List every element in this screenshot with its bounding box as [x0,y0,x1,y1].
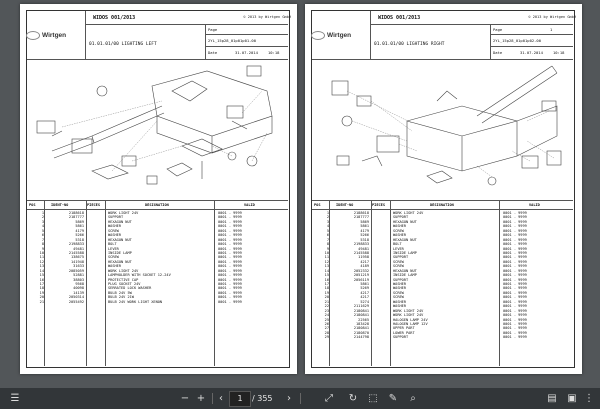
row-valid: 0001 - 9999 [503,228,527,233]
row-pos: 22 [324,304,329,309]
row-designation: SCREW [393,295,404,300]
row-pos: 17 [324,282,329,286]
row-valid: 0001 - 9999 [218,290,242,295]
row-ident: 5266 [360,233,369,238]
row-designation: SCREW [108,228,119,233]
ref-value: 2YL_15p28_01p01p02-00 [493,38,542,43]
row-designation: LEVER [393,246,404,251]
wirtgen-logo [26,31,66,40]
tool-icon-1[interactable]: ⬚ [368,393,378,404]
row-designation: SUPPORT [393,255,409,260]
row-designation: HALOGEN LAMP 24V [393,317,428,322]
row-valid: 0001 - 9999 [218,246,242,251]
page-label: Page [493,27,503,32]
row-valid: 0001 - 9999 [503,335,527,340]
col-pieces: PIECES [372,203,385,207]
row-designation: WORK LIGHT 24V [393,308,424,313]
row-designation: HEXAGON NUT [108,219,132,224]
row-pos: 25 [324,317,329,322]
row-valid: 0001 - 9999 [503,317,527,322]
row-ident: 2085059 [68,268,84,273]
doc-title: WIDOS 001/2013 [378,15,421,21]
row-designation: HEXAGON NUT [393,268,417,273]
row-pos: 2 [326,215,329,220]
row-designation: WORK LIGHT 24V [108,211,139,215]
row-ident: 5269 [360,286,369,291]
date-label: Date [208,50,218,55]
row-pos: 11 [324,255,329,260]
row-valid: 0001 - 9999 [218,295,242,300]
tool-icon-5[interactable]: ▣ [567,393,577,404]
row-pos: 17 [39,282,44,286]
row-ident: 2187777 [353,215,369,220]
exploded-view-diagram-left [32,61,285,196]
row-ident: 2188618 [68,211,84,215]
row-valid: 0001 - 9999 [218,237,242,242]
row-designation: HEXAGON NUT [108,237,132,242]
row-designation: WASHER [393,282,406,286]
row-pos: 7 [326,237,329,242]
row-pos: 20 [324,295,329,300]
row-pos: 24 [324,313,329,318]
row-ident: 52881 [73,273,84,278]
row-pos: 15 [324,273,329,278]
pdf-toolbar [0,388,600,409]
table-row [305,335,582,339]
tool-icon-2[interactable]: ✎ [388,393,398,404]
row-valid: 0001 - 9999 [503,255,527,260]
row-pos: 5 [326,228,329,233]
row-valid: 0001 - 9999 [218,282,242,286]
pdf-page-left [20,4,297,374]
row-designation: LEVER [108,246,119,251]
row-designation: HEXAGON NUT [393,237,417,242]
row-pos: 10 [39,250,44,255]
row-ident: 2198833 [353,242,369,247]
page-label: Page [208,27,218,32]
logo-text: Wirtgen [327,32,352,40]
row-ident: 31633 [73,264,84,269]
date-label: Date [493,50,503,55]
row-ident: 2145588 [353,250,369,255]
row-pos: 8 [41,242,44,247]
parts-table-right [305,211,582,340]
rotate-icon[interactable]: ↻ [348,393,358,404]
tool-icon-6[interactable]: ⋮ [584,393,594,404]
row-valid: 0001 - 9999 [218,264,242,269]
date-value: 31.07.2014 [235,50,258,55]
row-designation: WASHER [393,299,406,304]
row-ident: 38803 [73,277,84,282]
row-designation: SCREW [393,290,404,295]
row-valid: 0001 - 9999 [218,219,242,224]
next-page-icon[interactable]: › [287,393,291,404]
row-designation: SUPPORT [108,215,124,220]
row-pos: 12 [39,259,44,264]
row-valid: 0001 - 9999 [503,304,527,309]
row-designation: BULB 24V WORK LIGHT XENON [108,299,163,304]
row-designation: LOWER PART [393,330,415,335]
row-valid: 0001 - 9999 [218,224,242,229]
row-valid: 0001 - 9999 [218,233,242,238]
row-valid: 0001 - 9999 [218,259,242,264]
row-valid: 0001 - 9999 [218,250,242,255]
row-pos: 16 [39,277,44,282]
row-ident: 5318 [360,237,369,242]
row-designation: SERRATED LOCK WASHER [108,286,152,291]
row-valid: 0001 - 9999 [503,250,527,255]
row-designation: SCREW [393,228,404,233]
row-valid: 0001 - 9999 [503,211,527,215]
row-ident: 9568 [75,282,84,286]
row-designation: INSIDE LAMP [108,250,132,255]
row-pos: 9 [326,246,329,251]
row-designation: SUPPORT [393,277,409,282]
sidebar-icon[interactable]: ☰ [10,393,20,404]
row-ident: 4217 [360,290,369,295]
row-pos: 3 [326,219,329,224]
row-pos: 28 [324,330,329,335]
row-ident: 2055492 [68,299,84,304]
row-valid: 0001 - 9999 [218,215,242,220]
row-ident: 4217 [360,295,369,300]
row-valid: 0001 - 9999 [503,286,527,291]
exploded-view-diagram-right [317,61,570,196]
row-ident: 11958 [358,255,369,260]
row-ident: 138675 [71,255,84,260]
row-pos: 7 [41,237,44,242]
row-pos: 26 [324,321,329,326]
row-valid: 0001 - 9999 [218,286,242,291]
row-valid: 0001 - 9999 [503,259,527,264]
page-total: / 355 [252,394,273,403]
row-ident: 22565 [358,317,369,322]
row-pos: 13 [324,264,329,269]
row-ident: 2052332 [353,268,369,273]
row-designation: PLUG SOCKET 24V [108,282,141,286]
col-ident: IDENT-NO [51,203,69,207]
row-designation: LAMPHOLDER WITH SOCKET 12-24V [108,273,171,278]
row-ident: 2188618 [353,211,369,215]
row-ident: 49481 [358,246,369,251]
col-ident: IDENT-NO [336,203,354,207]
fit-page-icon[interactable]: ⤢ [325,393,333,404]
row-pos: 8 [326,242,329,247]
row-valid: 0001 - 9999 [218,273,242,278]
row-ident: 141948 [71,259,84,264]
row-valid: 0001 - 9999 [503,246,527,251]
row-designation: UPPER PART [393,326,415,331]
row-valid: 0001 - 9999 [503,264,527,269]
row-ident: 40098 [73,286,84,291]
row-ident: 5869 [75,219,84,224]
row-pos: 4 [41,224,44,229]
row-valid: 0001 - 9999 [503,321,527,326]
row-pos: 13 [39,264,44,269]
row-ident: 2180870 [353,330,369,335]
page-number-input[interactable]: 1 [229,391,251,407]
row-pos: 10 [324,250,329,255]
row-valid: 0001 - 9999 [503,242,527,247]
row-ident: 5274 [360,299,369,304]
row-ident: 5861 [75,224,84,229]
row-pos: 3 [41,219,44,224]
row-designation: INSIDE LAMP [393,273,417,278]
row-valid: 0001 - 9999 [503,330,527,335]
col-pos: POS [314,203,321,207]
row-pos: 4 [326,224,329,229]
row-ident: 2187777 [68,215,84,220]
row-pos: 21 [324,299,329,304]
pdf-page-right [305,4,582,374]
row-pos: 1 [326,211,329,215]
row-valid: 0001 - 9999 [218,268,242,273]
section-title: 01.01.01/00 LIGHTING LEFT [89,42,157,47]
row-ident: 5266 [75,233,84,238]
row-pos: 19 [324,290,329,295]
row-pos: 16 [324,277,329,282]
row-valid: 0001 - 9999 [503,299,527,304]
row-designation: WASHER [393,286,406,291]
row-valid: 0001 - 9999 [503,219,527,224]
row-designation: SUPPORT [393,215,409,220]
row-designation: WORK LIGHT 24V [393,313,424,318]
row-pos: 12 [324,259,329,264]
row-ident: 2198833 [68,242,84,247]
row-designation: SCREW [393,264,404,269]
row-ident: 2051219 [353,273,369,278]
row-valid: 0001 - 9999 [218,277,242,282]
row-designation: BOLT [393,242,402,247]
row-ident: 49481 [73,246,84,251]
seal-icon [311,31,325,40]
row-valid: 0001 - 9999 [503,295,527,300]
row-designation: WORK LIGHT 24V [393,211,424,215]
row-ident: 4189 [360,264,369,269]
row-valid: 0001 - 9999 [218,228,242,233]
row-pos: 1 [41,211,44,215]
row-designation: INSIDE LAMP [393,250,417,255]
row-ident: 2180841 [353,326,369,331]
ref-value: 2YL_15p28_01p01p01-00 [208,38,257,43]
copyright: © 2013 by Wirtgen GmbH [243,15,291,19]
row-valid: 0001 - 9999 [503,215,527,220]
row-ident: 4179 [75,228,84,233]
parts-table-left [20,211,297,304]
page-value: 1 [550,27,553,32]
col-pos: POS [29,203,36,207]
row-valid: 0001 - 9999 [218,255,242,260]
row-designation: WASHER [108,264,121,269]
row-valid: 0001 - 9999 [503,237,527,242]
date-value: 31.07.2014 [520,50,543,55]
tool-icon-4[interactable]: ▤ [547,393,557,404]
row-designation: WASHER [108,224,121,229]
row-designation: BULB 24V 21W [108,295,134,300]
row-ident: 2145588 [68,250,84,255]
row-pos: 29 [324,335,329,340]
row-valid: 0001 - 9999 [503,224,527,229]
copyright: © 2013 by Wirtgen GmbH [528,15,576,19]
row-pos: 11 [39,255,44,260]
row-ident: 14139 [73,290,84,295]
row-designation: WASHER [108,233,121,238]
row-pos: 21 [39,299,44,304]
row-pos: 18 [39,286,44,291]
row-valid: 0001 - 9999 [503,326,527,331]
logo-text: Wirtgen [42,32,67,40]
row-valid: 0001 - 9999 [503,277,527,282]
row-ident: 4179 [360,228,369,233]
row-pos: 18 [324,286,329,291]
row-pos: 14 [39,268,44,273]
row-designation: HALOGEN LAMP 12V [393,321,428,326]
row-pos: 6 [326,233,329,238]
row-pos: 9 [41,246,44,251]
row-ident: 2050314 [68,295,84,300]
row-designation: HEXAGON NUT [108,259,132,264]
zoom-out-icon[interactable]: − [180,393,190,404]
row-pos: 15 [39,273,44,278]
doc-title: WIDOS 001/2013 [93,15,136,21]
row-pos: 27 [324,326,329,331]
row-designation: PROTECTIVE CAP [108,277,139,282]
row-ident: 5869 [360,219,369,224]
row-ident: 2056119 [353,277,369,282]
row-pos: 2 [41,215,44,220]
row-valid: 0001 - 9999 [503,282,527,286]
row-ident: 2180841 [353,308,369,313]
row-ident: 4217 [360,259,369,264]
col-valid: VALID [244,203,255,207]
col-designation: DESIGNATION [145,203,169,207]
row-valid: 0001 - 9999 [503,290,527,295]
row-pos: 20 [39,295,44,300]
tool-icon-3[interactable]: ⌕ [410,393,416,404]
row-designation: HEXAGON NUT [393,219,417,224]
row-designation: WASHER [393,233,406,238]
row-pos: 14 [324,268,329,273]
row-valid: 0001 - 9999 [218,211,242,215]
row-ident: 5861 [360,224,369,229]
row-valid: 0001 - 9999 [503,308,527,313]
row-designation: SCREW [393,259,404,264]
table-row [20,300,297,304]
row-ident: 183428 [356,321,369,326]
row-pos: 5 [41,228,44,233]
row-designation: BOLT [108,242,117,247]
prev-page-icon[interactable]: ‹ [219,393,223,404]
row-valid: 0001 - 9999 [218,299,242,304]
zoom-in-icon[interactable]: + [196,393,206,404]
seal-icon [26,31,40,40]
row-valid: 0001 - 9999 [503,313,527,318]
row-valid: 0001 - 9999 [218,242,242,247]
row-pos: 23 [324,308,329,313]
row-valid: 0001 - 9999 [503,273,527,278]
section-title: 01.01.01/00 LIGHTING RIGHT [374,42,445,47]
row-designation: WASHER [393,224,406,229]
row-designation: SCREW [108,255,119,260]
time-value: 10:18 [553,50,565,55]
row-ident: 5318 [75,237,84,242]
row-pos: 19 [39,290,44,295]
row-ident: 2180841 [353,313,369,318]
row-designation: BULB 24V 5W [108,290,132,295]
row-designation: WORK LIGHT 24V [108,268,139,273]
row-ident: 2111629 [353,304,369,309]
time-value: 10:18 [268,50,280,55]
row-pos: 6 [41,233,44,238]
row-designation: WASHER [393,304,406,309]
row-valid: 0001 - 9999 [503,268,527,273]
row-ident: 2144798 [353,335,369,340]
col-valid: VALID [529,203,540,207]
col-pieces: PIECES [87,203,100,207]
row-ident: 5861 [360,282,369,286]
wirtgen-logo [311,31,351,40]
col-designation: DESIGNATION [430,203,454,207]
row-designation: SUPPORT [393,335,409,340]
row-valid: 0001 - 9999 [503,233,527,238]
